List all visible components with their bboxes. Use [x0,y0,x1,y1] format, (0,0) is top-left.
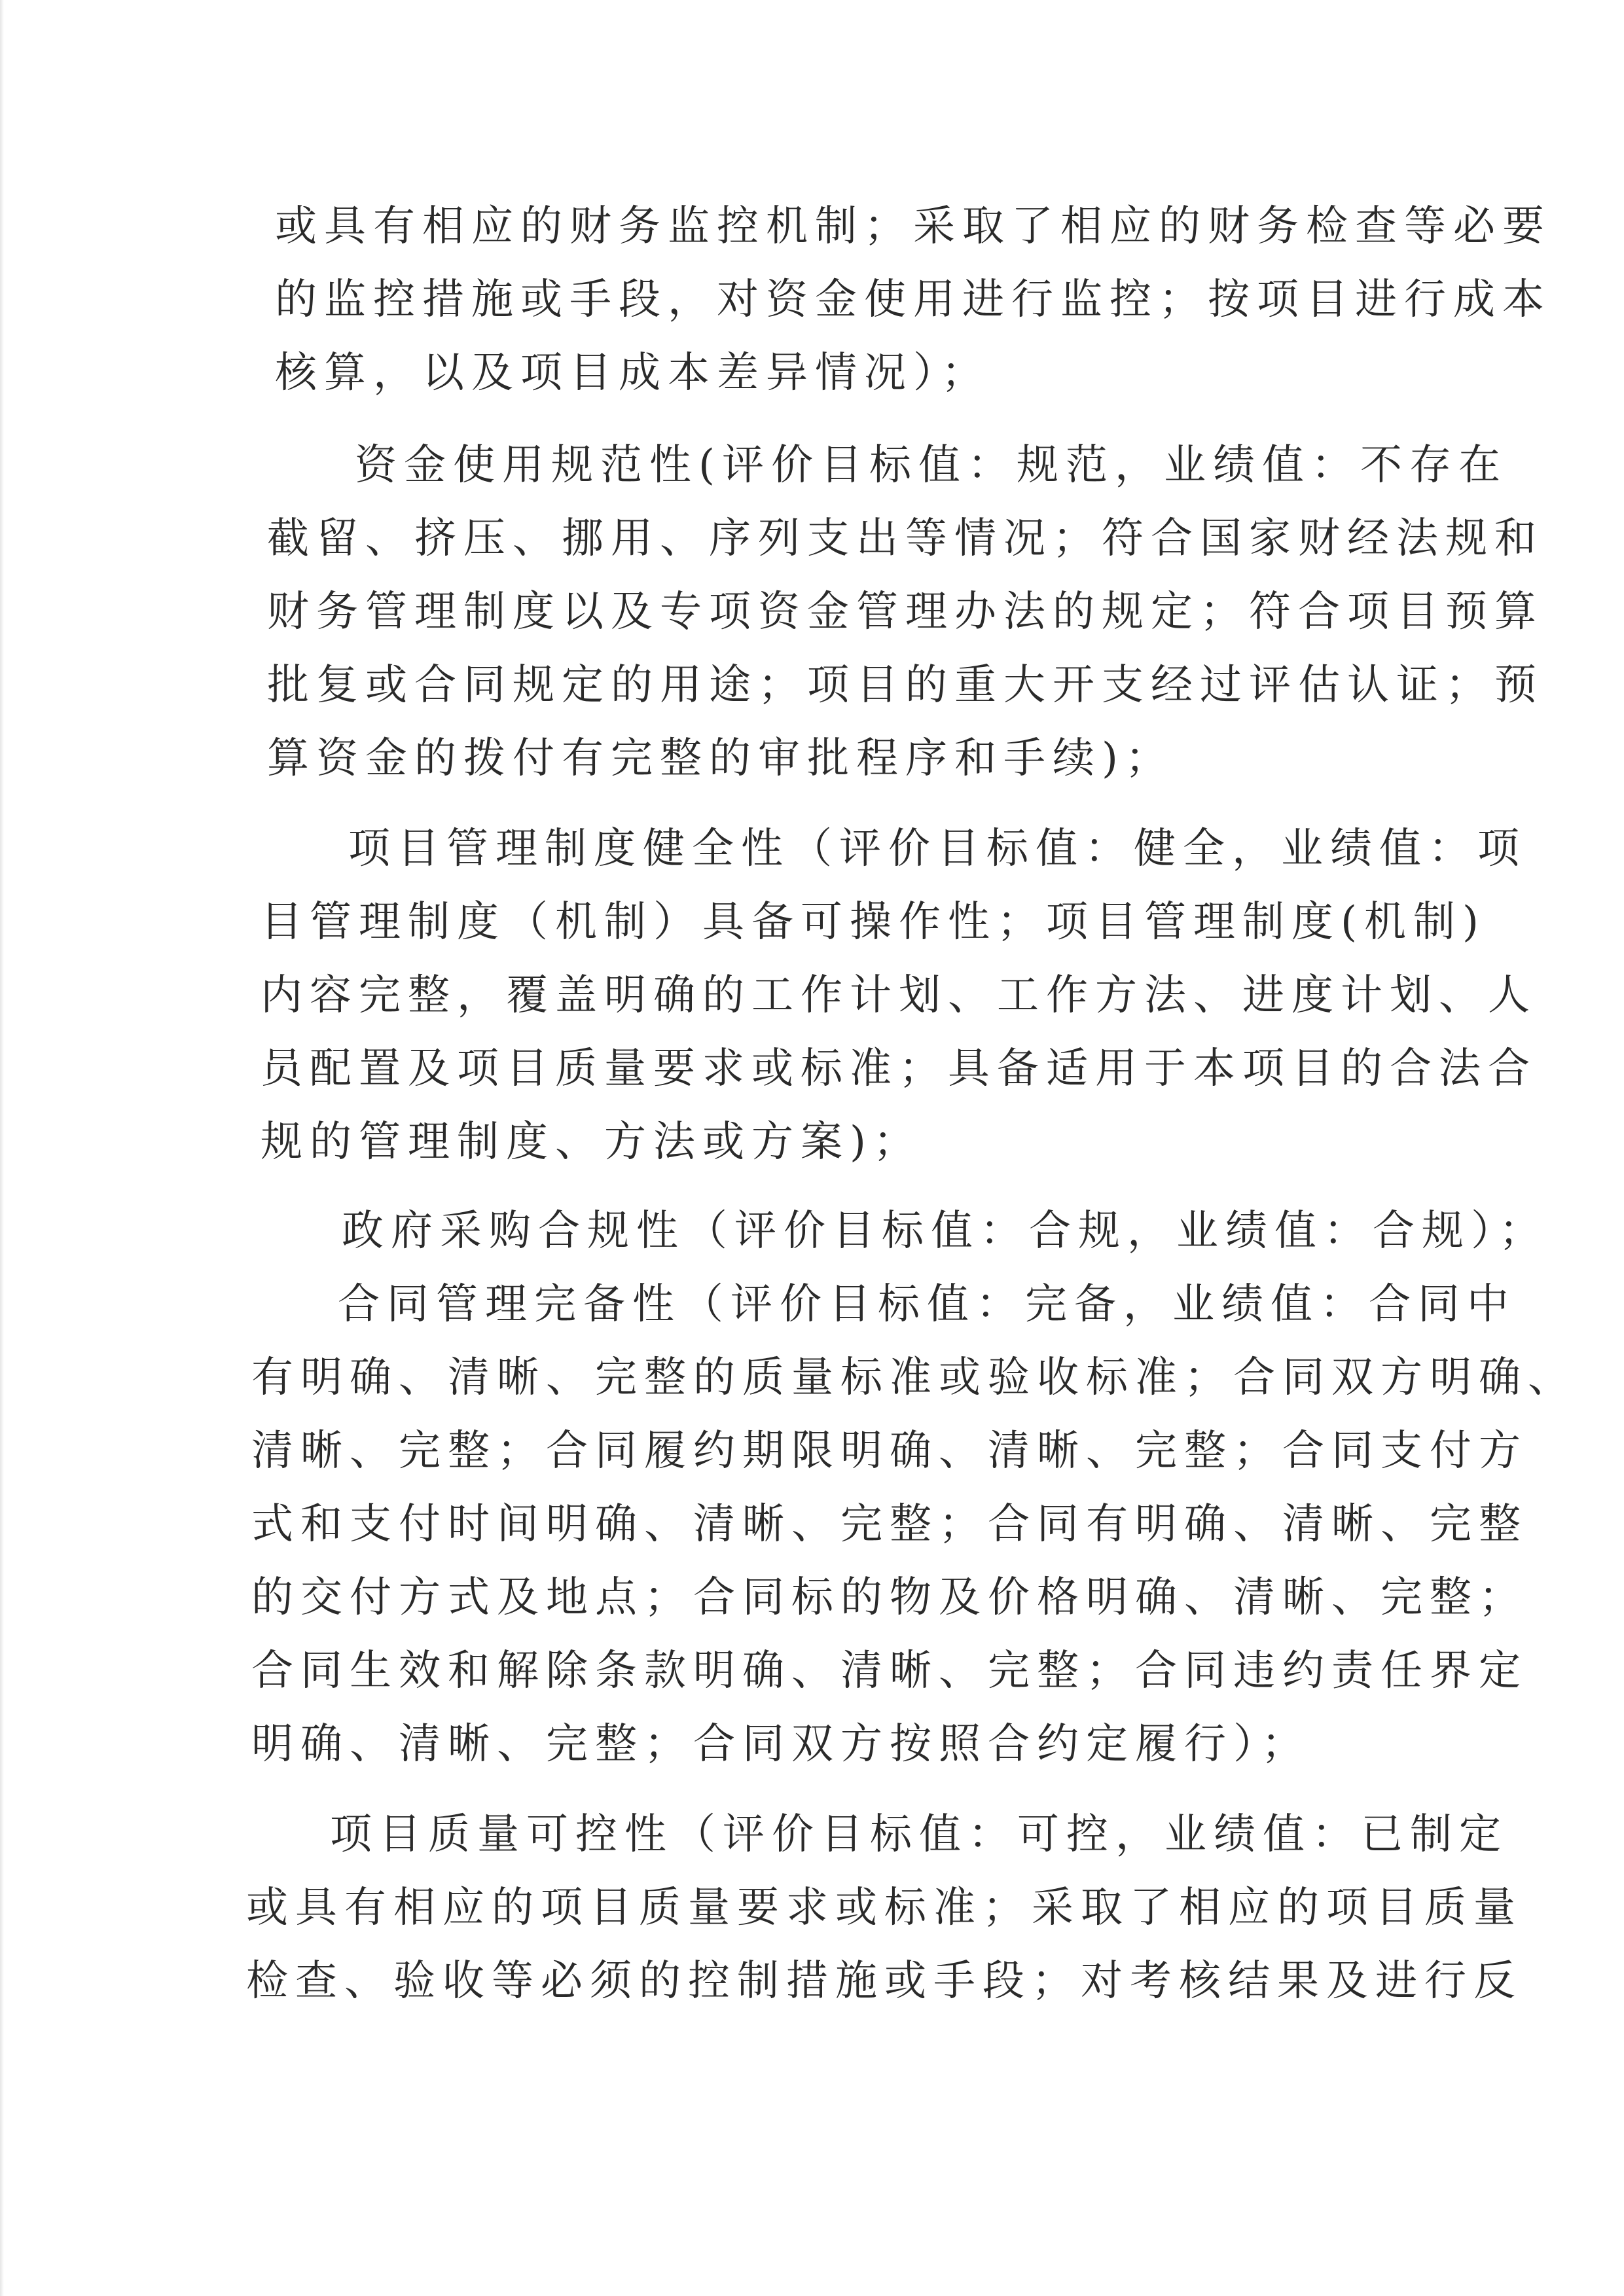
text-line: 截留、挤压、挪用、序列支出等情况；符合国家财经法规和 [267,514,1543,563]
text-line: 或具有相应的项目质量要求或标准；采取了相应的项目质量 [246,1884,1523,1932]
text-line: 式和支付时间明确、清晰、完整；合同有明确、清晰、完整 [251,1500,1528,1549]
text-line: 目管理制度（机制）具备可操作性；项目管理制度(机制) [261,898,1486,946]
text-line: 的监控措施或手段，对资金使用进行监控；按项目进行成本 [275,276,1551,324]
text-line: 或具有相应的财务监控机制；采取了相应的财务检查等必要 [275,202,1551,251]
text-line: 项目质量可控性（评价目标值：可控，业绩值：已制定 [330,1810,1508,1859]
text-line: 有明确、清晰、完整的质量标准或验收标准；合同双方明确、 [251,1354,1577,1402]
text-line: 政府采购合规性（评价目标值：合规，业绩值：合规）； [342,1207,1548,1255]
text-line: 内容完整，覆盖明确的工作计划、工作方法、进度计划、人 [261,971,1537,1020]
text-line: 资金使用规范性(评价目标值：规范，业绩值：不存在 [355,441,1507,490]
scan-edge-shadow [0,0,4,2296]
text-line: 清晰、完整；合同履约期限明确、清晰、完整；合同支付方 [251,1427,1528,1475]
text-line: 算资金的拨付有完整的审批程序和手续)； [267,734,1174,783]
text-line: 财务管理制度以及专项资金管理办法的规定；符合项目预算 [267,588,1543,636]
text-line: 批复或合同规定的用途；项目的重大开支经过评估认证；预 [267,661,1543,709]
text-line: 员配置及项目质量要求或标准；具备适用于本项目的合法合 [261,1045,1537,1093]
text-line: 项目管理制度健全性（评价目标值：健全，业绩值：项 [348,825,1526,873]
text-line: 合同管理完备性（评价目标值：完备，业绩值：合同中 [338,1280,1516,1329]
text-line: 检查、验收等必须的控制措施或手段；对考核结果及进行反 [246,1957,1523,2005]
text-line: 明确、清晰、完整；合同双方按照合约定履行）； [251,1720,1310,1768]
text-line: 的交付方式及地点；合同标的物及价格明确、清晰、完整； [251,1573,1528,1622]
text-line: 规的管理制度、方法或方案)； [261,1118,922,1166]
text-line: 合同生效和解除条款明确、清晰、完整；合同违约责任界定 [251,1647,1528,1695]
text-line: 核算，以及项目成本差异情况）； [275,349,990,397]
